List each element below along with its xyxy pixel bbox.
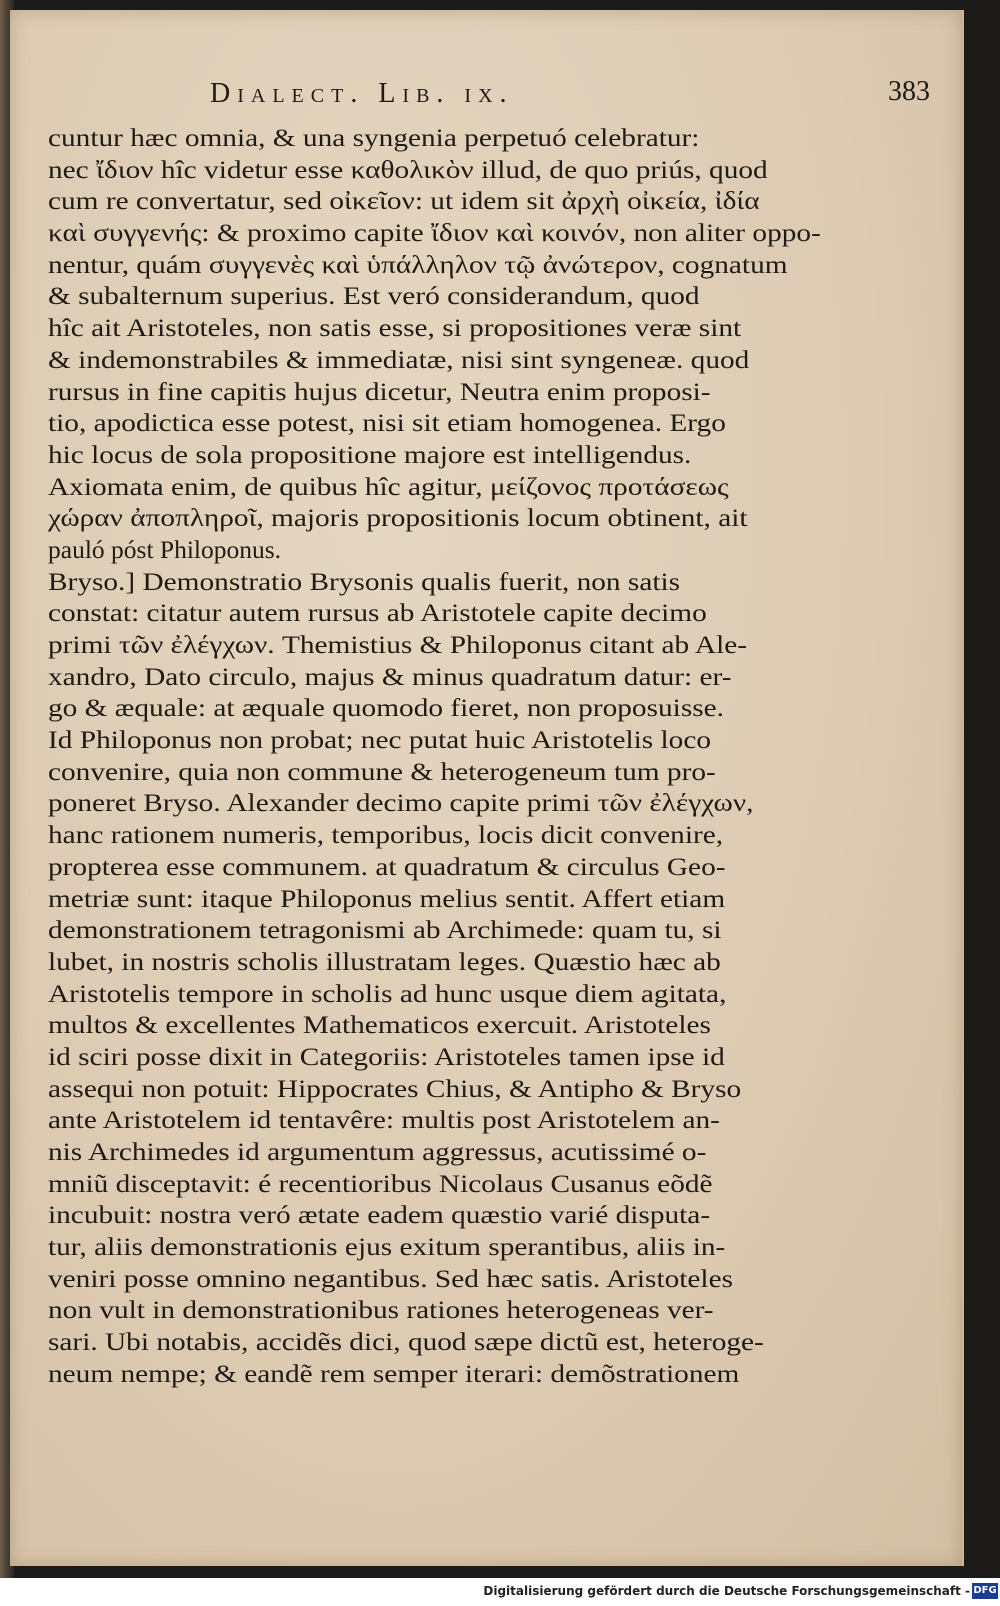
text-line: hic locus de sola propositione majore est intelligendus. (48, 439, 692, 469)
text-line: tio, apodictica esse potest, nisi sit etiam homogenea. Ergo (48, 408, 726, 438)
text-line: metriæ sunt: itaque Philoponus melius sentit. Affert etiam (48, 883, 726, 913)
text-line: nec ἴδιον hîc videtur esse καθολικὸν illud, de quo priús, quod (48, 154, 768, 184)
page-number: 383 (888, 76, 930, 107)
text-line: xandro, Dato circulo, majus & minus quadratum datur: er- (48, 661, 732, 691)
text-line: incubuit: nostra veró ætate eadem quæstio varié disputa- (48, 1200, 711, 1230)
text-line: καὶ συγγενής: & proximo capite ἴδιον καὶ κοινόν, non aliter oppo- (48, 218, 821, 248)
body-text (48, 122, 934, 1390)
text-line: hanc rationem numeris, temporibus, locis dicit convenire, (48, 820, 724, 850)
text-line: mniũ disceptavit: é recentioribus Nicolaus Cusanus eõdẽ (48, 1168, 713, 1198)
text-line: neum nempe; & eandẽ rem semper iterari: demõstrationem (48, 1358, 740, 1388)
text-line: go & æquale: at æquale quomodo fieret, non proposuisse. (48, 693, 725, 723)
text-line: id sciri posse dixit in Categoriis: Aristoteles tamen ipse id (48, 1041, 725, 1071)
text-line: poneret Bryso. Alexander decimo capite primi τῶν ἐλέγχων, (48, 788, 754, 818)
text-line: multos & excellentes Mathematicos exercuit. Aristoteles (48, 1010, 711, 1040)
text-line: lubet, in nostris scholis illustratam leges. Quæstio hæc ab (48, 946, 721, 976)
dfg-logo: DFG (972, 1583, 998, 1599)
text-line: Bryso.] Demonstratio Brysonis qualis fuerit, non satis (48, 566, 681, 596)
footer-credit: Digitalisierung gefördert durch die Deutsche Forschungsgemeinschaft - (483, 1584, 970, 1598)
text-line: χώραν ἀποπληροῖ, majoris propositionis locum obtinent, ait (48, 503, 748, 533)
text-line: nentur, quám συγγενὲς καὶ ὑπάλληλον τῷ ἀνώτερον, cognatum (48, 249, 788, 279)
text-line: rursus in fine capitis hujus dicetur, Neutra enim proposi- (48, 376, 711, 406)
running-head (40, 76, 930, 116)
running-head-title: Dialect. Lib. ix. (210, 78, 514, 109)
text-line: tur, aliis demonstrationis ejus exitum sperantibus, aliis in- (48, 1232, 726, 1262)
text-line: propterea esse communem. at quadratum & circulus Geo- (48, 851, 726, 881)
text-line: non vult in demonstrationibus rationes heterogeneas ver- (48, 1295, 714, 1325)
text-line: convenire, quia non commune & heterogeneum tum pro- (48, 756, 716, 786)
text-line: veniri posse omnino negantibus. Sed hæc satis. Aristoteles (48, 1263, 734, 1293)
text-line: demonstrationem tetragonismi ab Archimede: quam tu, si (48, 915, 722, 945)
text-line: assequi non potuit: Hippocrates Chius, & Antipho & Bryso (48, 1073, 742, 1103)
text-line: Id Philoponus non probat; nec putat huic Aristotelis loco (48, 725, 711, 755)
text-line: nis Archimedes id argumentum aggressus, acutissimé o- (48, 1137, 707, 1166)
text-line: constat: citatur autem rursus ab Aristotele capite decimo (48, 598, 707, 628)
text-line: sari. Ubi notabis, accidẽs dici, quod sæpe dictũ est, heteroge- (48, 1327, 764, 1357)
text-line: primi τῶν ἐλέγχων. Themistius & Philoponus citant ab Ale- (48, 630, 748, 659)
text-line: hîc ait Aristoteles, non satis esse, si propositiones veræ sint (48, 313, 742, 343)
book-page (10, 10, 964, 1566)
text-line: Aristotelis tempore in scholis ad hunc usque diem agitata, (48, 978, 727, 1008)
text-line: & indemonstrabiles & immediatæ, nisi sint syngeneæ. quod (48, 344, 750, 374)
text-line: ante Aristotelem id tentavêre: multis post Aristotelem an- (48, 1105, 720, 1135)
text-line: & subalternum superius. Est veró considerandum, quod (48, 281, 700, 311)
text-line: Axiomata enim, de quibus hîc agitur, μείζονος προτάσεως (48, 471, 729, 501)
footer-bar (0, 1578, 1000, 1606)
text-line: cum re convertatur, sed οἰκεῖον: ut idem sit ἀρχὴ οἰκεία, ἰδία (48, 186, 760, 216)
text-line: pauló póst Philoponus. (48, 534, 282, 564)
text-line: cuntur hæc omnia, & una syngenia perpetuó celebratur: (48, 123, 700, 152)
